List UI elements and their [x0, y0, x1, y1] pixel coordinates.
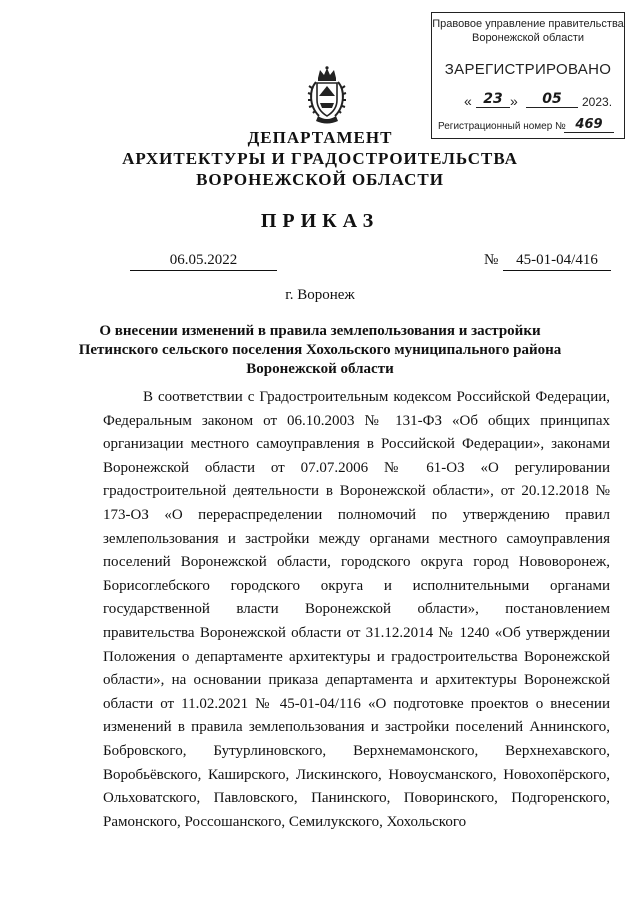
stamp-date-year: 2023.: [582, 95, 613, 109]
number-label: №: [484, 252, 499, 268]
stamp-date-month: 05: [526, 91, 578, 108]
document-subject: [60, 322, 580, 379]
voronezh-coat-of-arms-icon: [306, 66, 348, 124]
stamp-date-day: 23: [476, 91, 510, 108]
stamp-title: ЗАРЕГИСТРИРОВАНО: [444, 61, 612, 78]
stamp-reg-label: Регистрационный номер №: [438, 121, 566, 132]
city: г. Воронеж: [285, 287, 355, 303]
registration-stamp: [431, 12, 625, 139]
subject-line2: Петинского сельского поселения Хохольского муниципального района: [78, 342, 562, 358]
subject-line1: О внесении изменений в правила землепользования и застройки: [99, 323, 541, 339]
subject-line3: Воронежской области: [246, 361, 394, 377]
document-body: В соответствии с Градостроительным кодексом Российской Федерации, Федеральным законом от 06.10.2003 № 131-ФЗ «Об общих принципах организации местного самоуправления в Российской Федерации», законами Воронежской области от 07.07.2006 № 61-ОЗ «О регулировании градостроительной деятельности в Воронежской области», от 20.12.2018 № 173-ОЗ «О перераспределении полномочий по утверждению правил землепользования и застройки между органами местного самоуправления поселений Воронежской области, городского округа город Нововоронеж, Борисоглебского городского округа и исполнительными органами государственной власти Воронежской области», постановлением правительства Воронежской области от 31.12.2014 № 1240 «Об утверждении Положения о департаменте архитектуры и градостроительства Воронежской области», на основании приказа департамента и архитектуры Воронежской области от 11.02.2021 № 45-01-04/116 «О подготовке проектов о внесении изменений в правила землепользования и застройки поселений Аннинского, Бобровского, Бутурлиновского, Верхнемамонского, Верхнехавского, Воробьёвского, Каширского, Лискинского, Новоусманского, Новохопёрского, Ольховатского, Павловского, Панинского, Поворинского, Подгоренского, Рамонского, Россошанского, Семилукского, Хохольского: [103, 389, 610, 830]
stamp-reg-number: 469: [564, 117, 614, 133]
document-number: 45-01-04/416: [503, 252, 611, 271]
stamp-date: « 23 » 05 2023.: [464, 91, 613, 109]
stamp-org-line2: Воронежской области: [471, 32, 584, 44]
document-type: ПРИКАЗ: [260, 210, 380, 232]
stamp-org-line1: Правовое управление правительства: [432, 18, 624, 30]
department-title-line2: АРХИТЕКТУРЫ И ГРАДОСТРОИТЕЛЬСТВА: [122, 149, 518, 168]
document-date: 06.05.2022: [130, 252, 277, 271]
department-title-line3: ВОРОНЕЖСКОЙ ОБЛАСТИ: [196, 170, 444, 189]
department-title-line1: ДЕПАРТАМЕНТ: [247, 128, 393, 147]
